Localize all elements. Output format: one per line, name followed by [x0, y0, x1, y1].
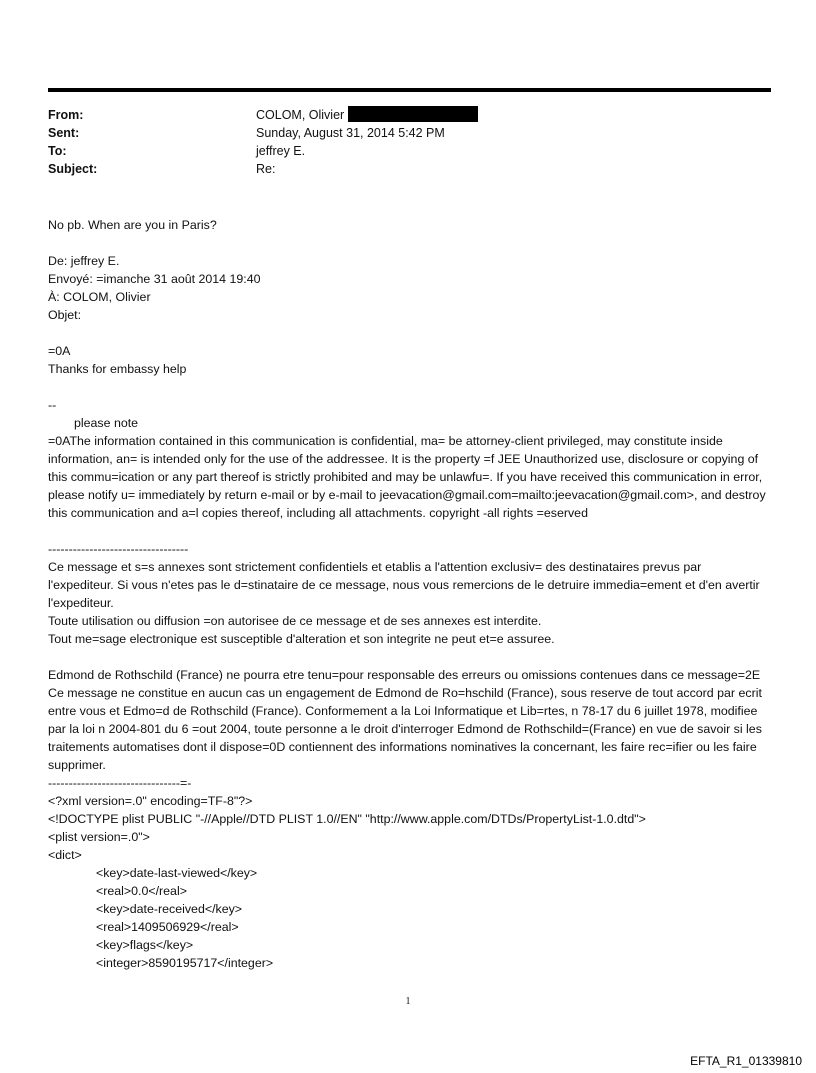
xml-line: <key>date-received</key> [96, 902, 243, 916]
separator-line-2: --------------------------------=- [48, 776, 192, 790]
spacer [48, 522, 770, 540]
from-value: COLOM, Olivier [256, 108, 345, 122]
xml-line: <real>0.0</real> [96, 884, 187, 898]
spacer [48, 648, 770, 666]
quoted-from: De: jeffrey E. [48, 254, 120, 268]
quoted-subject: Objet: [48, 308, 82, 322]
sent-value: Sunday, August 31, 2014 5:42 PM [256, 126, 445, 140]
quoted-sent: Envoyé: =imanche 31 août 2014 19:40 [48, 272, 261, 286]
to-value: jeffrey E. [256, 144, 306, 158]
bates-number: EFTA_R1_01339810 [690, 1054, 802, 1068]
xml-line: <!DOCTYPE plist PUBLIC "-//Apple//DTD PLIST 1.0//EN" "http://www.apple.com/DTDs/PropertyList-1.0.dtd"> [48, 812, 646, 826]
email-header [48, 106, 770, 186]
subject-value: Re: [256, 162, 276, 176]
xml-line: <integer>8590195717</integer> [96, 956, 274, 970]
spacer [48, 324, 770, 342]
subject-row [48, 160, 770, 178]
xml-line: <real>1409506929</real> [96, 920, 239, 934]
xml-line: <plist version=.0"> [48, 830, 150, 844]
spacer [48, 378, 770, 396]
spacer [48, 234, 770, 252]
rothschild-disclaimer: Edmond de Rothschild (France) ne pourra etre tenu=pour responsable des erreurs ou omissions contenues dans ce message=2E Ce message ne constitue en aucun cas un engagement de Edmond de Ro=hschild (France), sous reserve de tout accord par ecrit entre vous et Edmo=d de Rothschild (France). Conformement a la Loi Informatique et Lib=rtes, n 78-17 du 6 juillet 1978, modifiee par la loi n 2004-801 du 6 =out 2004, toute personne a le droit d'interroger Edmond de Rothschild=(France) en vue de savoir si les traitements automatises dont il dispose=0D contiennent des informations nominatives la concernant, les faire rec=ifier ou les faire supprimer. [48, 668, 762, 772]
xml-line: <?xml version=.0" encoding=TF-8"?> [48, 794, 253, 808]
from-label: From: [48, 108, 84, 122]
from-value-wrap [256, 106, 478, 124]
sent-label: Sent: [48, 126, 80, 140]
french-disclaimer-3: Tout me=sage electronique est susceptible d'alteration et son integrite ne peut et=e assuree. [48, 632, 555, 646]
page-number: 1 [405, 996, 411, 1007]
from-row [48, 106, 770, 124]
please-note: please note [74, 416, 139, 430]
subject-label: Subject: [48, 162, 98, 176]
redaction-box [348, 106, 478, 122]
french-disclaimer-2: Toute utilisation ou diffusion =on autorisee de ce message et de ses annexes est interdite. [48, 614, 542, 628]
sent-row [48, 124, 770, 142]
confidentiality-disclaimer: =0AThe information contained in this communication is confidential, ma= be attorney-client privileged, may constitute inside information, an= is intended only for the use of the addressee. It is the property =f JEE Unauthorized use, disclosure or copying of this commu=ication or any part thereof is strictly prohibited and may be unlawfu=. If you have received this communication in error, please notify u= immediately by return e-mail or by e-mail to jeevacation@gmail.com=mailto:jeevacation@gmail.com>, and destroy this communication and a=l copies thereof, including all attachments. copyright -all rights =eserved [48, 434, 766, 520]
xml-line: <key>date-last-viewed</key> [96, 866, 258, 880]
signature-dashes: -- [48, 398, 57, 412]
reply-text: No pb. When are you in Paris? [48, 218, 217, 232]
separator-line: ---------------------------------- [48, 542, 189, 556]
xml-line: <key>flags</key> [96, 938, 194, 952]
to-label: To: [48, 144, 67, 158]
thanks-text: Thanks for embassy help [48, 362, 187, 376]
quoted-to: À: COLOM, Olivier [48, 290, 151, 304]
xml-line: <dict> [48, 848, 82, 862]
header-rule [48, 88, 771, 92]
encoded-newline: =0A [48, 344, 71, 358]
email-body [48, 216, 770, 972]
french-disclaimer-1: Ce message et s=s annexes sont strictement confidentiels et etablis a l'attention exclusiv= des destinataires prevus par l'expediteur. Si vous n'etes pas le d=stinataire de ce message, nous vous remercions de le detruire immedia=ement et d'en avertir l'expediteur. [48, 560, 760, 610]
to-row [48, 142, 770, 160]
